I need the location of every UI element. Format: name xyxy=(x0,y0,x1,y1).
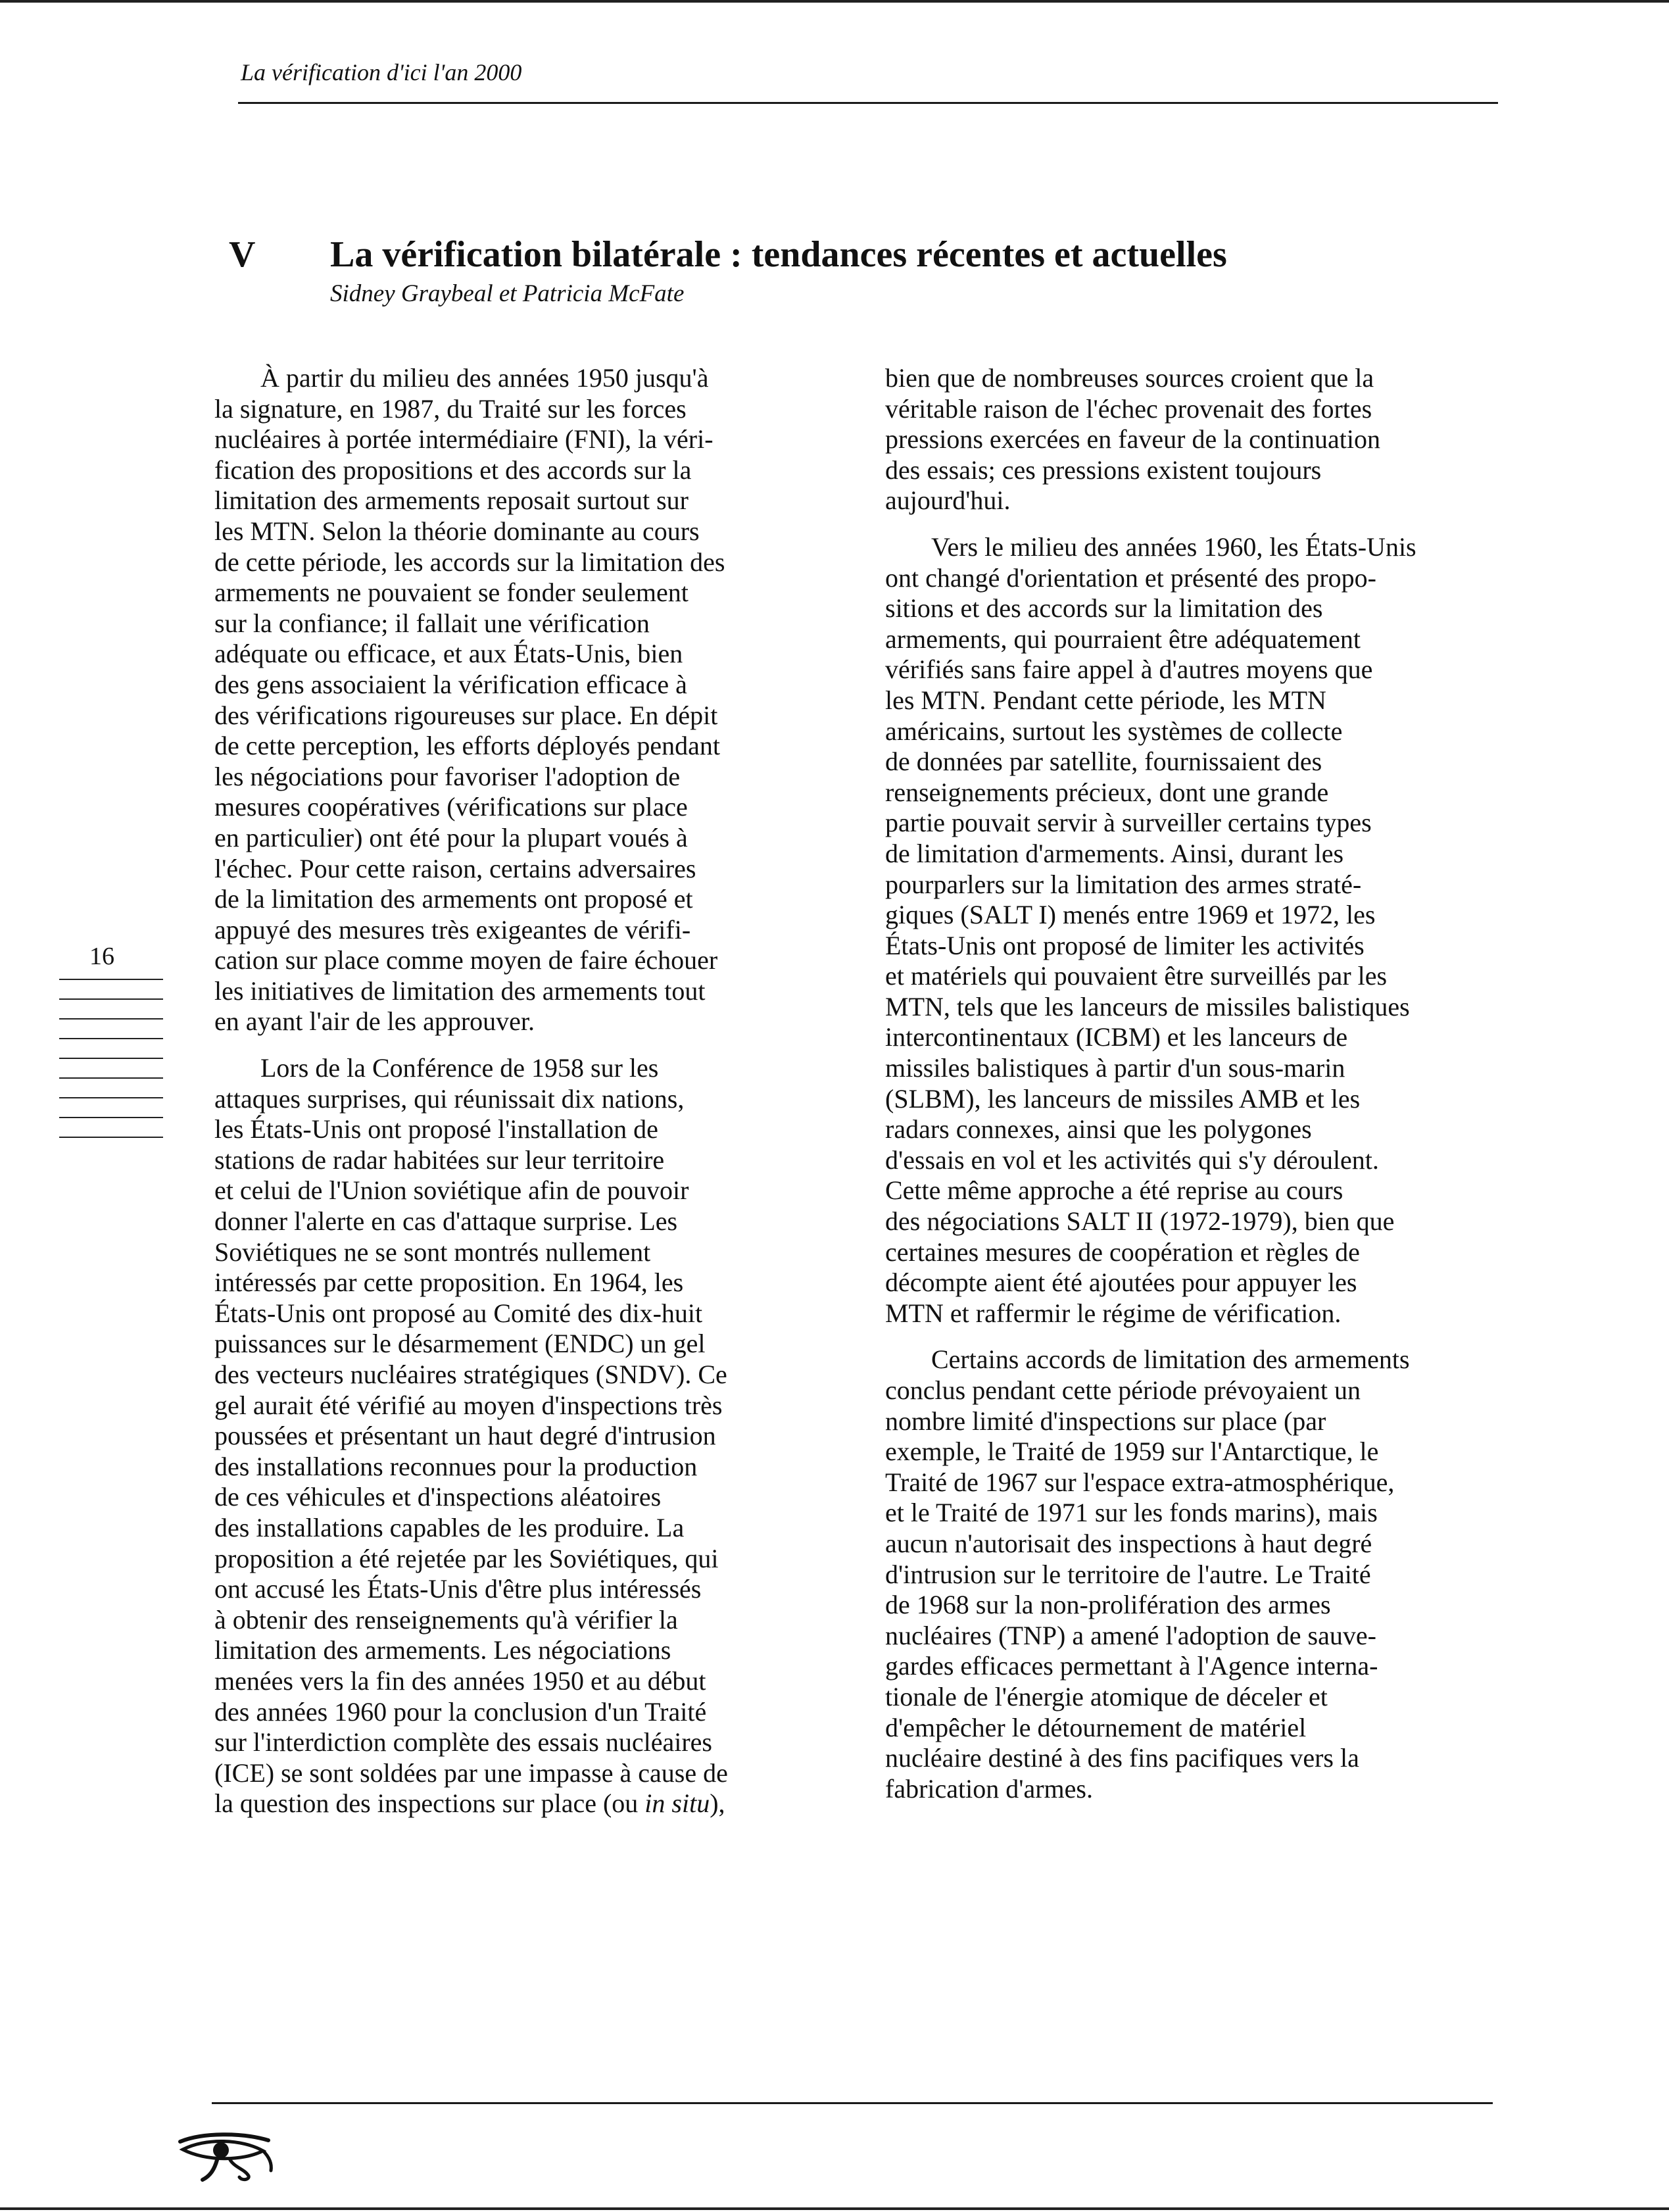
text-line: puissances sur le désarmement (ENDC) un gel xyxy=(214,1329,706,1359)
text-line: MTN, tels que les lanceurs de missiles balistiques xyxy=(885,991,1410,1021)
text-line: limitation des armements reposait surtout sur xyxy=(214,485,689,516)
text-line: exemple, le Traité de 1959 sur l'Antarctique, le xyxy=(885,1437,1379,1467)
text-line: les initiatives de limitation des armements tout xyxy=(214,975,706,1006)
text-line: aujourd'hui. xyxy=(885,485,1011,516)
text-line: poussées et présentant un haut degré d'intrusion xyxy=(214,1421,716,1451)
text-line: des essais; ces pressions existent toujours xyxy=(885,455,1322,485)
text-line: de limitation d'armements. Ainsi, durant les xyxy=(885,838,1344,868)
text-line: nucléaire destiné à des fins pacifiques vers la xyxy=(885,1743,1359,1773)
text-line: de ces véhicules et d'inspections aléatoires xyxy=(214,1482,662,1512)
text-line: pressions exercées en faveur de la continuation xyxy=(885,424,1381,455)
left-column xyxy=(214,363,819,1819)
scan-edge-top xyxy=(0,0,1669,3)
text-line: radars connexes, ainsi que les polygones xyxy=(885,1114,1312,1144)
text-line: ont changé d'orientation et présenté des propo- xyxy=(885,562,1376,593)
text-line: Certains accords de limitation des armements xyxy=(931,1344,1410,1375)
chapter-authors: Sidney Graybeal et Patricia McFate xyxy=(330,280,685,307)
text-line: États-Unis ont proposé au Comité des dix-huit xyxy=(214,1298,703,1328)
text-line: américains, surtout les systèmes de collecte xyxy=(885,716,1343,746)
text-line: missiles balistiques à partir d'un sous-marin xyxy=(885,1053,1345,1083)
text-line: les négociations pour favoriser l'adoption de xyxy=(214,761,681,791)
text-line: décompte aient été ajoutées pour appuyer les xyxy=(885,1267,1357,1298)
text-line: de données par satellite, fournissaient des xyxy=(885,747,1322,777)
chapter-number: V xyxy=(229,234,256,275)
text-line: mesures coopératives (vérifications sur place xyxy=(214,792,688,822)
text-line: d'essais en vol et les activités qui s'y déroulent. xyxy=(885,1144,1379,1175)
margin-rule xyxy=(59,1097,163,1098)
text-line: Vers le milieu des années 1960, les États-Unis xyxy=(931,531,1416,562)
text-line: gardes efficaces permettant à l'Agence interna- xyxy=(885,1651,1378,1681)
text-line: partie pouvait servir à surveiller certains types xyxy=(885,808,1372,838)
text-line: et matériels qui pouvaient être surveillés par les xyxy=(885,961,1388,991)
paragraph xyxy=(214,1053,819,1819)
text-line: giques (SALT I) menés entre 1969 et 1972, les xyxy=(885,900,1376,930)
margin-rule xyxy=(59,1117,163,1118)
text-line: Traité de 1967 sur l'espace extra-atmosphérique, xyxy=(885,1467,1395,1497)
text-line: sur l'interdiction complète des essais nucléaires xyxy=(214,1727,712,1757)
text-line: pourparlers sur la limitation des armes straté- xyxy=(885,869,1362,899)
text-line: les MTN. Pendant cette période, les MTN xyxy=(885,685,1326,715)
paragraph-gap xyxy=(885,516,1501,532)
text-line: attaques surprises, qui réunissait dix nations, xyxy=(214,1083,685,1114)
text-line: certaines mesures de coopération et règles de xyxy=(885,1237,1360,1267)
text-line: en ayant l'air de les approuver. xyxy=(214,1006,535,1037)
text-line: de 1968 sur la non-prolifération des armes xyxy=(885,1590,1331,1620)
margin-rule xyxy=(59,1038,163,1039)
text-line: des négociations SALT II (1972-1979), bien que xyxy=(885,1206,1395,1237)
eye-of-horus-icon xyxy=(176,2130,275,2182)
margin-decoration xyxy=(59,979,163,1156)
text-line: ont accusé les États-Unis d'être plus intéressés xyxy=(214,1574,702,1604)
text-line: vérifiés sans faire appel à d'autres moyens que xyxy=(885,654,1373,685)
text-line: en particulier) ont été pour la plupart voués à xyxy=(214,822,688,852)
paragraph-gap xyxy=(214,1037,819,1053)
text-line: véritable raison de l'échec provenait des fortes xyxy=(885,393,1372,424)
text-line: gel aurait été vérifié au moyen d'inspections très xyxy=(214,1390,723,1420)
text-line: l'échec. Pour cette raison, certains adversaires xyxy=(214,853,696,883)
text-line: conclus pendant cette période prévoyaient un xyxy=(885,1375,1361,1405)
text-line: sur la confiance; il fallait une vérification xyxy=(214,608,650,638)
text-line: et celui de l'Union soviétique afin de pouvoir xyxy=(214,1175,689,1206)
text-line: les MTN. Selon la théorie dominante au cours xyxy=(214,516,700,546)
text-line: la signature, en 1987, du Traité sur les forces xyxy=(214,393,687,424)
text-line: États-Unis ont proposé de limiter les activités xyxy=(885,930,1365,960)
text-line: d'empêcher le détournement de matériel xyxy=(885,1712,1307,1742)
paragraph xyxy=(885,1344,1501,1804)
right-column xyxy=(885,363,1501,1804)
margin-rule xyxy=(59,1018,163,1020)
text-line: sitions et des accords sur la limitation des xyxy=(885,593,1323,624)
paragraph xyxy=(885,532,1501,1329)
text-line: de cette période, les accords sur la limitation des xyxy=(214,547,725,577)
text-line: nucléaires (TNP) a amené l'adoption de sauve- xyxy=(885,1620,1376,1650)
margin-rule xyxy=(59,1077,163,1079)
text-line: Lors de la Conférence de 1958 sur les xyxy=(260,1053,659,1083)
text-line: menées vers la fin des années 1950 et au début xyxy=(214,1665,706,1696)
text-line: d'intrusion sur le territoire de l'autre. Le Traité xyxy=(885,1559,1371,1589)
chapter-title: La vérification bilatérale : tendances récentes et actuelles xyxy=(330,234,1227,275)
paragraph-gap xyxy=(885,1329,1501,1344)
text-line: fication des propositions et des accords sur la xyxy=(214,455,692,485)
footer-rule xyxy=(212,2102,1493,2104)
text-line: renseignements précieux, dont une grande xyxy=(885,777,1329,807)
margin-rule xyxy=(59,1058,163,1059)
running-title: La vérification d'ici l'an 2000 xyxy=(241,59,522,86)
text-line: de cette perception, les efforts déployés pendant xyxy=(214,731,720,761)
text-line: des années 1960 pour la conclusion d'un Traité xyxy=(214,1696,707,1727)
text-line: armements ne pouvaient se fonder seulement xyxy=(214,578,689,608)
text-line: Soviétiques ne se sont montrés nullement xyxy=(214,1237,651,1267)
text-line: Cette même approche a été reprise au cours xyxy=(885,1175,1343,1206)
text-line: proposition a été rejetée par les Soviétiques, qui xyxy=(214,1543,719,1573)
text-line: limitation des armements. Les négociations xyxy=(214,1635,671,1665)
text-line: intercontinentaux (ICBM) et les lanceurs de xyxy=(885,1022,1348,1052)
paragraph xyxy=(214,363,819,1037)
text-line: adéquate ou efficace, et aux États-Unis, bien xyxy=(214,639,683,669)
text-line: À partir du milieu des années 1950 jusqu'à xyxy=(260,363,709,393)
text-line: la question des inspections sur place (ou in situ), xyxy=(214,1788,725,1819)
page-number: 16 xyxy=(89,943,114,970)
margin-rule xyxy=(59,1137,163,1138)
text-line: aucun n'autorisait des inspections à haut degré xyxy=(885,1528,1372,1558)
text-line: armements, qui pourraient être adéquatement xyxy=(885,624,1361,654)
text-line: de la limitation des armements ont proposé et xyxy=(214,884,693,914)
text-line: intéressés par cette proposition. En 1964, les xyxy=(214,1267,684,1298)
text-line: appuyé des mesures très exigeantes de vérifi- xyxy=(214,914,691,945)
text-line: des vecteurs nucléaires stratégiques (SNDV). Ce xyxy=(214,1360,727,1389)
text-line: (SLBM), les lanceurs de missiles AMB et les xyxy=(885,1083,1361,1114)
margin-rule xyxy=(59,979,163,980)
paragraph xyxy=(885,363,1501,516)
text-line: des vérifications rigoureuses sur place. En dépit xyxy=(214,700,718,730)
text-line: et le Traité de 1971 sur les fonds marins), mais xyxy=(885,1498,1378,1528)
text-line: bien que de nombreuses sources croient que la xyxy=(885,363,1374,393)
text-line: les États-Unis ont proposé l'installation de xyxy=(214,1114,658,1144)
scan-edge-bottom xyxy=(0,2207,1669,2210)
text-line: des installations capables de les produire. La xyxy=(214,1512,685,1542)
text-line: donner l'alerte en cas d'attaque surprise. Les xyxy=(214,1206,678,1237)
text-line: à obtenir des renseignements qu'à vérifier la xyxy=(214,1604,678,1634)
text-line: cation sur place comme moyen de faire échouer xyxy=(214,945,718,975)
text-line: nombre limité d'inspections sur place (par xyxy=(885,1406,1326,1436)
margin-rule xyxy=(59,998,163,1000)
header-rule xyxy=(238,102,1498,104)
text-line: des installations reconnues pour la production xyxy=(214,1451,698,1481)
text-line: tionale de l'énergie atomique de déceler et xyxy=(885,1681,1328,1711)
text-line: fabrication d'armes. xyxy=(885,1773,1093,1804)
text-line: des gens associaient la vérification efficace à xyxy=(214,669,687,699)
text-line: (ICE) se sont soldées par une impasse à cause de xyxy=(214,1757,728,1788)
text-line: stations de radar habitées sur leur territoire xyxy=(214,1144,665,1175)
text-line: MTN et raffermir le régime de vérification. xyxy=(885,1298,1342,1328)
text-line: nucléaires à portée intermédiaire (FNI), la véri- xyxy=(214,424,714,455)
